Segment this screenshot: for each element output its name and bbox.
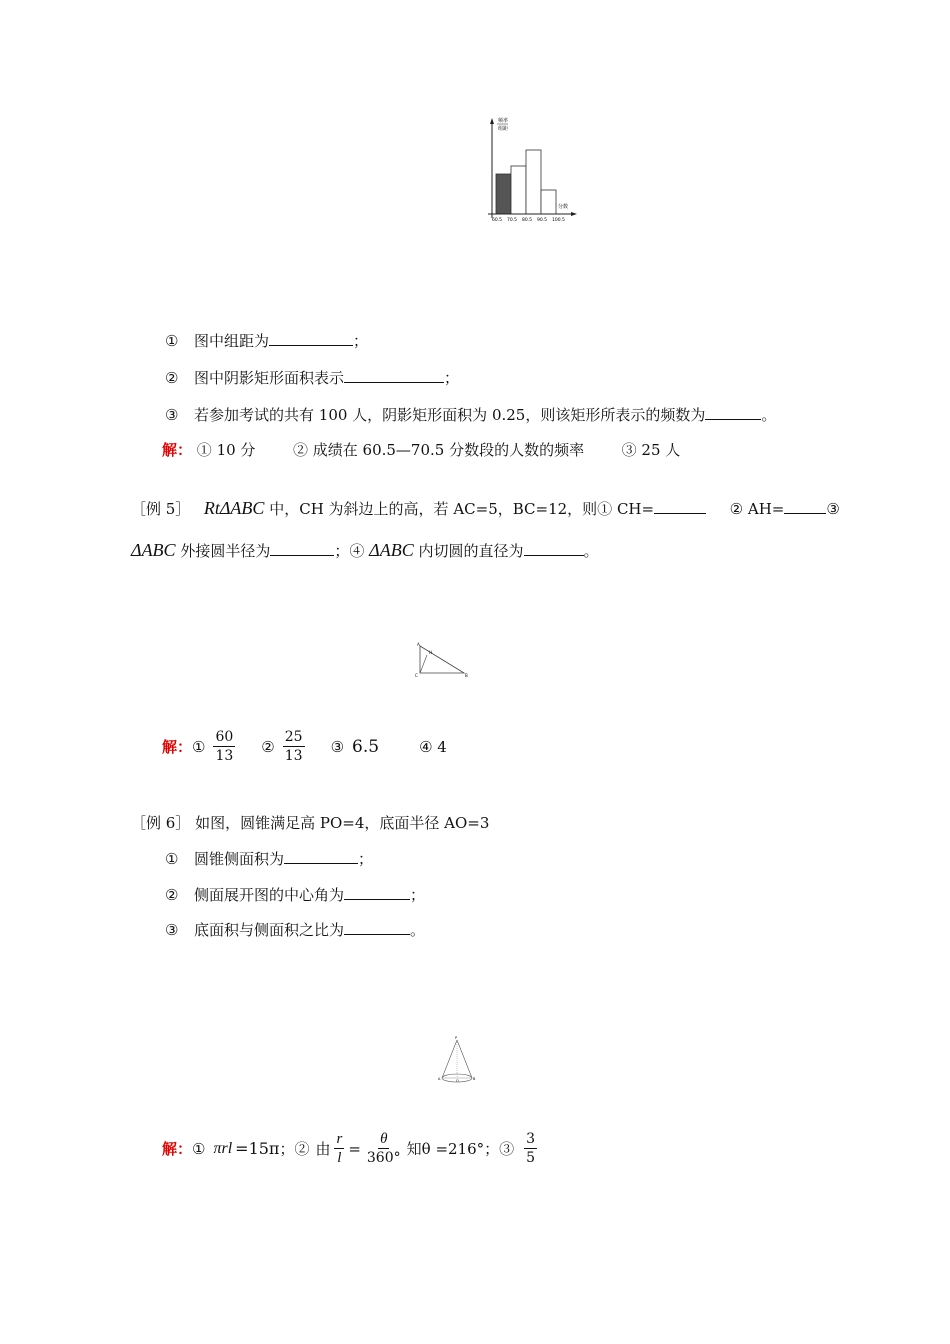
question-text: 侧面展开图的中心角为	[194, 886, 345, 904]
circled-number: ；②	[279, 1139, 310, 1158]
answer-blank	[344, 368, 444, 383]
math-expression: θ =216°	[421, 1139, 485, 1158]
solution-answer-3: ③ 25 人	[621, 441, 681, 459]
x-tick-label: 90.5	[537, 218, 548, 223]
triangle-name: RtΔABC	[203, 498, 265, 518]
fraction-theta-360	[365, 1130, 403, 1167]
circled-number: ②	[261, 737, 275, 756]
example-tag: ［例 5］	[131, 500, 191, 518]
altitude-ch	[420, 655, 427, 673]
solution-label: 解：	[162, 1139, 193, 1158]
cone-side-right	[457, 1040, 472, 1078]
ex5-line-1	[131, 498, 840, 519]
solution-answer-2: ② 成绩在 60.5—70.5 分数段的人数的频率	[292, 441, 585, 459]
frequency-histogram	[478, 112, 578, 228]
answer-blank	[270, 541, 334, 556]
punctuation: 。	[410, 921, 426, 939]
circled-number: ①	[165, 332, 179, 350]
denominator: 5	[526, 1150, 536, 1166]
punctuation: 。	[761, 406, 777, 424]
label-o: O	[456, 1079, 459, 1083]
question-text: 若参加考试的共有 100 人，阴影矩形面积为 0.25，则该矩形所表示的频数为	[194, 406, 706, 424]
vertex-label-c: C	[415, 673, 418, 678]
punctuation: ；	[353, 332, 369, 350]
circled-number: ②	[165, 369, 179, 387]
question-text: 图中阴影矩形面积表示	[194, 369, 345, 387]
circled-number: ①	[165, 850, 179, 868]
vertex-label-h: H	[429, 650, 433, 655]
label-a: A	[438, 1077, 441, 1081]
answer-blank	[284, 849, 358, 864]
answer-blank	[269, 331, 353, 346]
question-text: 底面积与侧面积之比为	[194, 921, 345, 939]
ex5-solution	[162, 728, 447, 765]
circled-number: ③	[330, 737, 345, 756]
solution-answer-1: ① 10 分	[196, 441, 256, 459]
ex4-solution	[162, 440, 680, 460]
x-tick-label: 70.5	[507, 218, 518, 223]
punctuation: ；	[410, 886, 426, 904]
numerator: 60	[215, 729, 234, 745]
answer-4: ④ 4	[419, 737, 447, 756]
fraction-60-13	[213, 728, 235, 765]
x-axis-arrow	[571, 212, 577, 216]
triangle-abc	[420, 646, 464, 673]
answer-blank	[344, 885, 410, 900]
text: 知	[406, 1139, 422, 1158]
cone-figure	[436, 1034, 478, 1088]
x-tick-label: 60.5	[492, 218, 503, 223]
histogram-bar	[526, 150, 541, 214]
circled-number: ②	[165, 886, 179, 904]
y-label-top: 频率	[498, 118, 509, 124]
label-p: P	[455, 1036, 458, 1040]
ex4-question-3	[165, 405, 776, 425]
fraction-25-13	[283, 728, 305, 765]
solution-label: 解：	[162, 737, 193, 756]
histogram-bar	[496, 174, 511, 214]
punctuation: ；	[444, 369, 460, 387]
question-text: 外接圆半径为	[180, 542, 271, 560]
histogram-bars	[496, 150, 556, 214]
triangle-name: ΔABC	[369, 540, 414, 560]
x-label: 分数	[558, 204, 569, 210]
ex6-solution	[162, 1130, 541, 1167]
question-text: 中，CH 为斜边上的高，若 AC=5，BC=12，则① CH=	[269, 500, 655, 518]
text: 由	[315, 1139, 331, 1158]
ex5-line-2	[131, 540, 599, 561]
y-axis-arrow	[490, 118, 494, 124]
vertex-label-a: A	[417, 642, 420, 647]
vertex-label-b: B	[465, 673, 468, 678]
histogram-bar	[541, 190, 556, 214]
question-text: 如图，圆锥满足高 PO=4，底面半径 AO=3	[195, 814, 490, 832]
answer-value: 6.5	[352, 736, 380, 757]
ex6-intro	[131, 813, 489, 833]
question-text: 内切圆的直径为	[418, 542, 524, 560]
triangle-name: ΔABC	[131, 540, 176, 560]
answer-blank	[654, 499, 706, 514]
ex6-question-3	[165, 920, 425, 940]
denominator: 13	[215, 748, 234, 764]
ex6-question-2	[165, 885, 425, 905]
ex6-question-1	[165, 849, 373, 869]
punctuation: ；	[358, 850, 374, 868]
ex4-question-1	[165, 331, 368, 351]
question-text: ② AH=	[729, 500, 785, 518]
circled-number: ①	[192, 1139, 206, 1158]
math-expression: πrl	[213, 1139, 233, 1157]
answer-blank	[344, 920, 410, 935]
circled-number: ③	[826, 500, 840, 518]
denominator: 360°	[366, 1150, 401, 1166]
fraction-r-l	[334, 1130, 344, 1167]
punctuation: 。	[583, 542, 599, 560]
right-triangle-figure	[412, 640, 472, 680]
numerator: 25	[284, 729, 303, 745]
question-text: 图中组距为	[194, 332, 270, 350]
answer-blank	[705, 405, 761, 420]
answer-blank	[524, 541, 584, 556]
circled-number: ③	[165, 921, 179, 939]
y-label-bottom: 组距	[498, 126, 509, 132]
denominator: l	[337, 1150, 342, 1166]
fraction-3-5	[524, 1130, 537, 1167]
label-b: B	[473, 1077, 476, 1081]
histogram-bar	[511, 166, 526, 214]
x-tick-label: 80.5	[522, 218, 533, 223]
math-expression: =15π	[235, 1138, 280, 1158]
x-tick-label: 100.5	[552, 218, 565, 223]
solution-label: 解：	[162, 441, 193, 459]
question-text: 圆锥侧面积为	[194, 850, 285, 868]
circled-number: ；③	[484, 1139, 515, 1158]
ex4-question-2	[165, 368, 459, 388]
circled-number: ①	[192, 737, 206, 756]
numerator: 3	[526, 1131, 536, 1147]
circled-number: ③	[165, 406, 179, 424]
numerator: r	[336, 1131, 343, 1147]
example-tag: ［例 6］	[131, 814, 191, 832]
equals-sign: =	[348, 1139, 361, 1158]
numerator: θ	[380, 1131, 388, 1147]
cone-side-left	[442, 1040, 457, 1078]
answer-blank	[784, 499, 826, 514]
denominator: 13	[284, 748, 303, 764]
punctuation: ；④	[334, 542, 365, 560]
x-tick-labels	[492, 217, 565, 223]
